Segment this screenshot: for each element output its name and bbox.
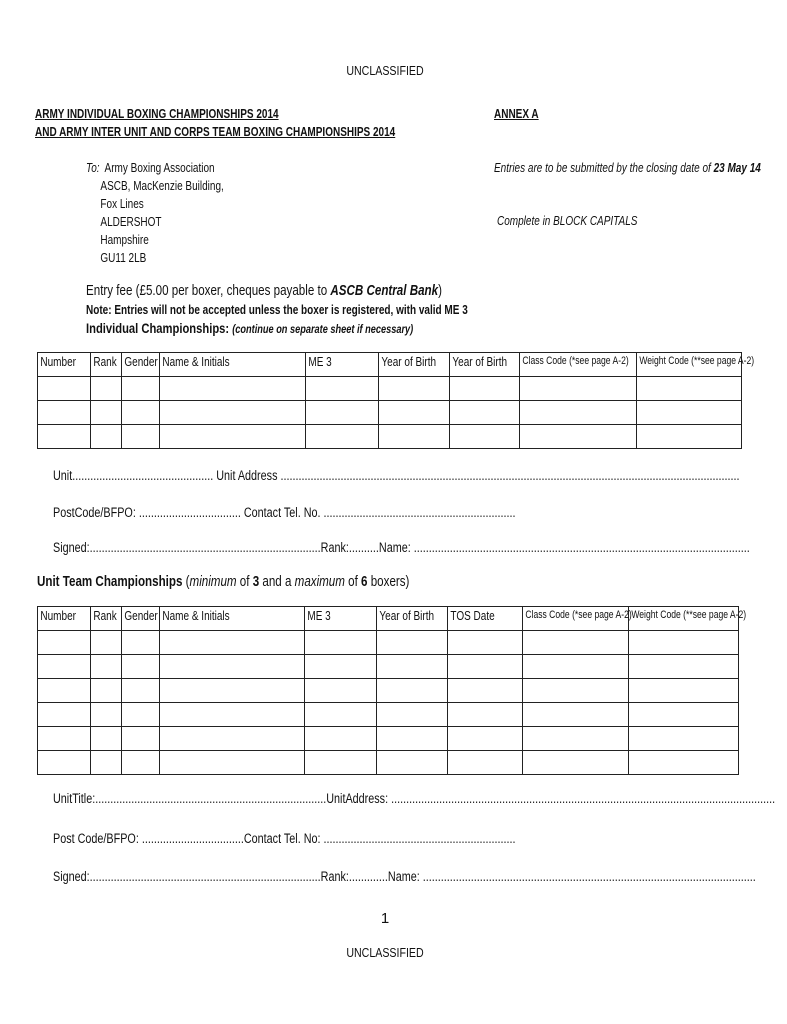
table-cell[interactable] (160, 631, 305, 655)
table-cell[interactable] (38, 727, 91, 751)
table-cell[interactable] (160, 751, 305, 775)
table-cell[interactable] (91, 679, 122, 703)
team-championships-heading: Unit Team Championships (minimum of 3 and a maximum of 6 boxers) (37, 574, 410, 590)
closing-date-prefix: Entries are to be submitted by the closing date of (494, 161, 714, 175)
team-signed-line[interactable]: Signed:.............................................................................Rank:.............Name: ............................................................................................................... (53, 869, 756, 884)
col-class-code: Class Code (*see page A-2) (520, 353, 637, 377)
table-cell[interactable] (122, 751, 160, 775)
col-rank: Rank (91, 607, 122, 631)
page-number: 1 (380, 910, 390, 927)
table-cell[interactable] (450, 377, 520, 401)
table-cell[interactable] (629, 703, 739, 727)
table-cell[interactable] (91, 751, 122, 775)
table-row (38, 631, 739, 655)
fee-payee: ASCB Central Bank (330, 283, 439, 299)
table-cell[interactable] (305, 679, 377, 703)
fee-prefix: Entry fee (£5.00 per boxer, cheques payable to (86, 283, 331, 299)
address-line-2: ASCB, MacKenzie Building, (100, 179, 224, 193)
table-cell[interactable] (38, 425, 91, 449)
table-row (38, 377, 742, 401)
table-cell[interactable] (377, 655, 448, 679)
table-cell[interactable] (629, 655, 739, 679)
table-cell[interactable] (160, 679, 305, 703)
col-tos-date: TOS Date (448, 607, 523, 631)
table-cell[interactable] (523, 727, 629, 751)
col-name-initials: Name & Initials (160, 353, 306, 377)
signed-line[interactable]: Signed:.............................................................................Rank:..........Name: ................................................................................................................ (53, 540, 750, 555)
col-year-of-birth: Year of Birth (377, 607, 448, 631)
table-cell[interactable] (122, 401, 160, 425)
col-year-of-birth-2: Year of Birth (450, 353, 520, 377)
table-cell[interactable] (523, 751, 629, 775)
table-cell[interactable] (122, 655, 160, 679)
table-cell[interactable] (629, 751, 739, 775)
unit-address-line[interactable]: Unit............................................... Unit Address ......................................................................................................................................................... (53, 468, 740, 483)
table-row (38, 679, 739, 703)
table-cell[interactable] (520, 425, 637, 449)
table-cell[interactable] (38, 751, 91, 775)
col-gender: Gender (122, 353, 160, 377)
col-year-of-birth: Year of Birth (379, 353, 450, 377)
address-line-4: ALDERSHOT (100, 215, 162, 229)
table-cell[interactable] (91, 727, 122, 751)
table-row (38, 727, 739, 751)
col-me3: ME 3 (305, 607, 377, 631)
table-cell[interactable] (38, 631, 91, 655)
table-cell[interactable] (379, 401, 450, 425)
table-cell[interactable] (306, 401, 379, 425)
col-weight-code: Weight Code (**see page A-2) (629, 607, 739, 631)
title-line-2: AND ARMY INTER UNIT AND CORPS TEAM BOXING CHAMPIONSHIPS 2014 (35, 125, 396, 139)
table-cell[interactable] (377, 751, 448, 775)
table-row (38, 655, 739, 679)
table-cell[interactable] (450, 425, 520, 449)
table-cell[interactable] (122, 631, 160, 655)
table-cell[interactable] (122, 679, 160, 703)
table-cell[interactable] (122, 703, 160, 727)
classification-bottom: UNCLASSIFIED (346, 946, 424, 960)
col-weight-code: Weight Code (**see page A-2) (637, 353, 742, 377)
title-line-1: ARMY INDIVIDUAL BOXING CHAMPIONSHIPS 2014 (35, 107, 279, 121)
table-cell[interactable] (38, 401, 91, 425)
closing-date-note (494, 161, 761, 175)
table-cell[interactable] (629, 727, 739, 751)
table-cell[interactable] (379, 377, 450, 401)
individual-sub: (continue on separate sheet if necessary) (232, 324, 414, 336)
table-cell[interactable] (305, 727, 377, 751)
table-cell[interactable] (523, 703, 629, 727)
table-cell[interactable] (160, 401, 306, 425)
entry-fee (86, 283, 442, 299)
table-cell[interactable] (379, 425, 450, 449)
table-cell[interactable] (377, 703, 448, 727)
address-line-3: Fox Lines (100, 197, 144, 211)
table-cell[interactable] (38, 655, 91, 679)
table-row (38, 425, 742, 449)
table-cell[interactable] (448, 703, 523, 727)
table-cell[interactable] (448, 727, 523, 751)
table-cell[interactable] (160, 727, 305, 751)
table-cell[interactable] (160, 425, 306, 449)
table-cell[interactable] (91, 655, 122, 679)
table-cell[interactable] (306, 425, 379, 449)
col-number: Number (38, 353, 91, 377)
table-cell[interactable] (305, 751, 377, 775)
table-cell[interactable] (629, 631, 739, 655)
table-cell[interactable] (160, 655, 305, 679)
fee-suffix: ) (438, 283, 442, 299)
col-rank: Rank (91, 353, 122, 377)
block-capitals-note: Complete in BLOCK CAPITALS (497, 214, 638, 228)
table-cell[interactable] (91, 377, 122, 401)
col-name-initials: Name & Initials (160, 607, 305, 631)
table-cell[interactable] (122, 425, 160, 449)
table-row (38, 401, 742, 425)
table-cell[interactable] (637, 401, 742, 425)
table-cell[interactable] (305, 655, 377, 679)
individual-header-row (38, 353, 742, 377)
team-postcode-contact-line[interactable]: Post Code/BFPO: ..................................Contact Tel. No: ................................................................ (53, 831, 516, 846)
table-cell[interactable] (122, 727, 160, 751)
table-cell[interactable] (122, 377, 160, 401)
table-cell[interactable] (38, 679, 91, 703)
table-cell[interactable] (91, 631, 122, 655)
annex-label: ANNEX A (494, 107, 539, 121)
table-cell[interactable] (523, 631, 629, 655)
table-cell[interactable] (91, 703, 122, 727)
table-cell[interactable] (306, 377, 379, 401)
address-line-1: Army Boxing Association (104, 161, 215, 175)
table-cell[interactable] (520, 401, 637, 425)
team-heading-label: Unit Team Championships (37, 574, 183, 590)
address-block (86, 159, 224, 267)
table-cell[interactable] (520, 377, 637, 401)
table-cell[interactable] (160, 377, 306, 401)
table-cell[interactable] (450, 401, 520, 425)
col-me3: ME 3 (306, 353, 379, 377)
individual-label: Individual Championships: (86, 320, 230, 336)
table-row (38, 751, 739, 775)
address-line-5: Hampshire (100, 233, 149, 247)
table-cell[interactable] (377, 679, 448, 703)
table-cell[interactable] (160, 703, 305, 727)
col-number: Number (38, 607, 91, 631)
table-cell[interactable] (629, 679, 739, 703)
table-cell[interactable] (523, 679, 629, 703)
closing-date: 23 May 14 (713, 161, 761, 175)
to-label: To: (86, 161, 100, 175)
address-line-6: GU11 2LB (100, 251, 147, 265)
table-cell[interactable] (523, 655, 629, 679)
unit-title-address-line[interactable]: UnitTitle:.............................................................................UnitAddress: ................................................................................................................................ (53, 791, 776, 806)
table-row (38, 703, 739, 727)
table-cell[interactable] (377, 631, 448, 655)
individual-table (37, 352, 755, 449)
table-cell[interactable] (637, 425, 742, 449)
table-cell[interactable] (448, 679, 523, 703)
registration-note: Note: Entries will not be accepted unless the boxer is registered, with valid ME 3 (86, 303, 468, 317)
individual-championships-heading (86, 320, 413, 336)
table-cell[interactable] (448, 655, 523, 679)
team-header-row (38, 607, 739, 631)
classification-top: UNCLASSIFIED (346, 64, 424, 78)
table-cell[interactable] (305, 631, 377, 655)
postcode-contact-line[interactable]: PostCode/BFPO: .................................. Contact Tel. No. ................................................................ (53, 505, 516, 520)
table-cell[interactable] (38, 703, 91, 727)
col-class-code: Class Code (*see page A-2) (523, 607, 629, 631)
table-cell[interactable] (448, 631, 523, 655)
col-gender: Gender (122, 607, 160, 631)
table-cell[interactable] (377, 727, 448, 751)
team-table (37, 606, 747, 775)
table-cell[interactable] (448, 751, 523, 775)
table-cell[interactable] (38, 377, 91, 401)
table-cell[interactable] (305, 703, 377, 727)
table-cell[interactable] (637, 377, 742, 401)
table-cell[interactable] (91, 425, 122, 449)
table-cell[interactable] (91, 401, 122, 425)
